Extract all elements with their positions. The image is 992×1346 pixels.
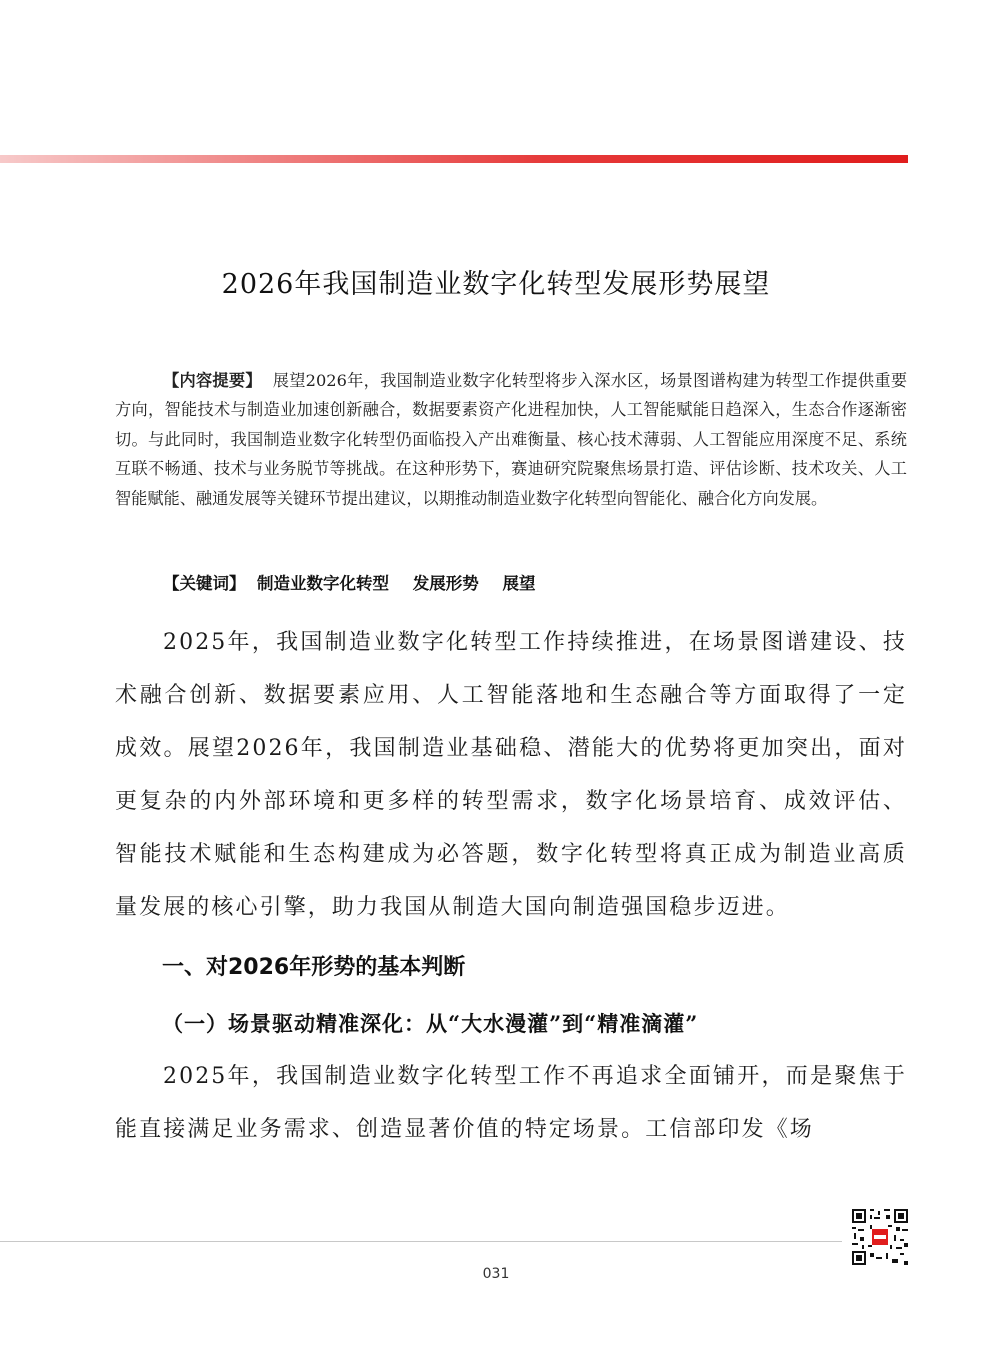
keyword-item: 制造业数字化转型: [257, 574, 389, 593]
abstract-text: 展望2026年，我国制造业数字化转型将步入深水区，场景图谱构建为转型工作提供重要方向，智能技术与制造业加速创新融合，数据要素资产化进程加快，人工智能赋能日趋深入，生态合作逐渐密切。与此同时，我国制造业数字化转型仍面临投入产出难衡量、核心技术薄弱、人工智能应用深度不足、系统互联不畅通、技术与业务脱节等挑战。在这种形势下，赛迪研究院聚焦场景打造、评估诊断、技术攻关、人工智能赋能、融通发展等关键环节提出建议，以期推动制造业数字化转型向智能化、融合化方向发展。: [115, 371, 908, 508]
body-paragraph: 2025年，我国制造业数字化转型工作持续推进，在场景图谱建设、技术融合创新、数据要素应用、人工智能落地和生态融合等方面取得了一定成效。展望2026年，我国制造业基础稳、潜能大的优势将更加突出，面对更复杂的内外部环境和更多样的转型需求，数字化场景培育、成效评估、智能技术赋能和生态构建成为必答题，数字化转型将真正成为制造业高质量发展的核心引擎，助力我国从制造大国向制造强国稳步迈进。: [115, 630, 907, 920]
keywords-line: [163, 570, 554, 594]
abstract-label: 【内容提要】: [163, 371, 262, 390]
page-number: 031: [482, 1266, 510, 1282]
body-paragraph: 2025年，我国制造业数字化转型工作不再追求全面铺开，而是聚焦于能直接满足业务需求、创造显著价值的特定场景。工信部印发《场: [115, 1064, 907, 1142]
footer-divider: [0, 1241, 842, 1242]
qr-code-icon: [852, 1209, 908, 1265]
header-accent-bar: [0, 155, 908, 163]
section-heading: 一、对2026年形势的基本判断: [162, 955, 466, 980]
keyword-item: 发展形势: [412, 574, 479, 593]
keywords-label: 【关键词】: [163, 574, 246, 593]
subsection-heading: （一）场景驱动精准深化：从“大水漫灌”到“精准滴灌”: [162, 1011, 699, 1036]
abstract-block: [115, 366, 907, 513]
page-title: 2026年我国制造业数字化转型发展形势展望: [221, 269, 771, 300]
keyword-item: 展望: [502, 574, 536, 593]
